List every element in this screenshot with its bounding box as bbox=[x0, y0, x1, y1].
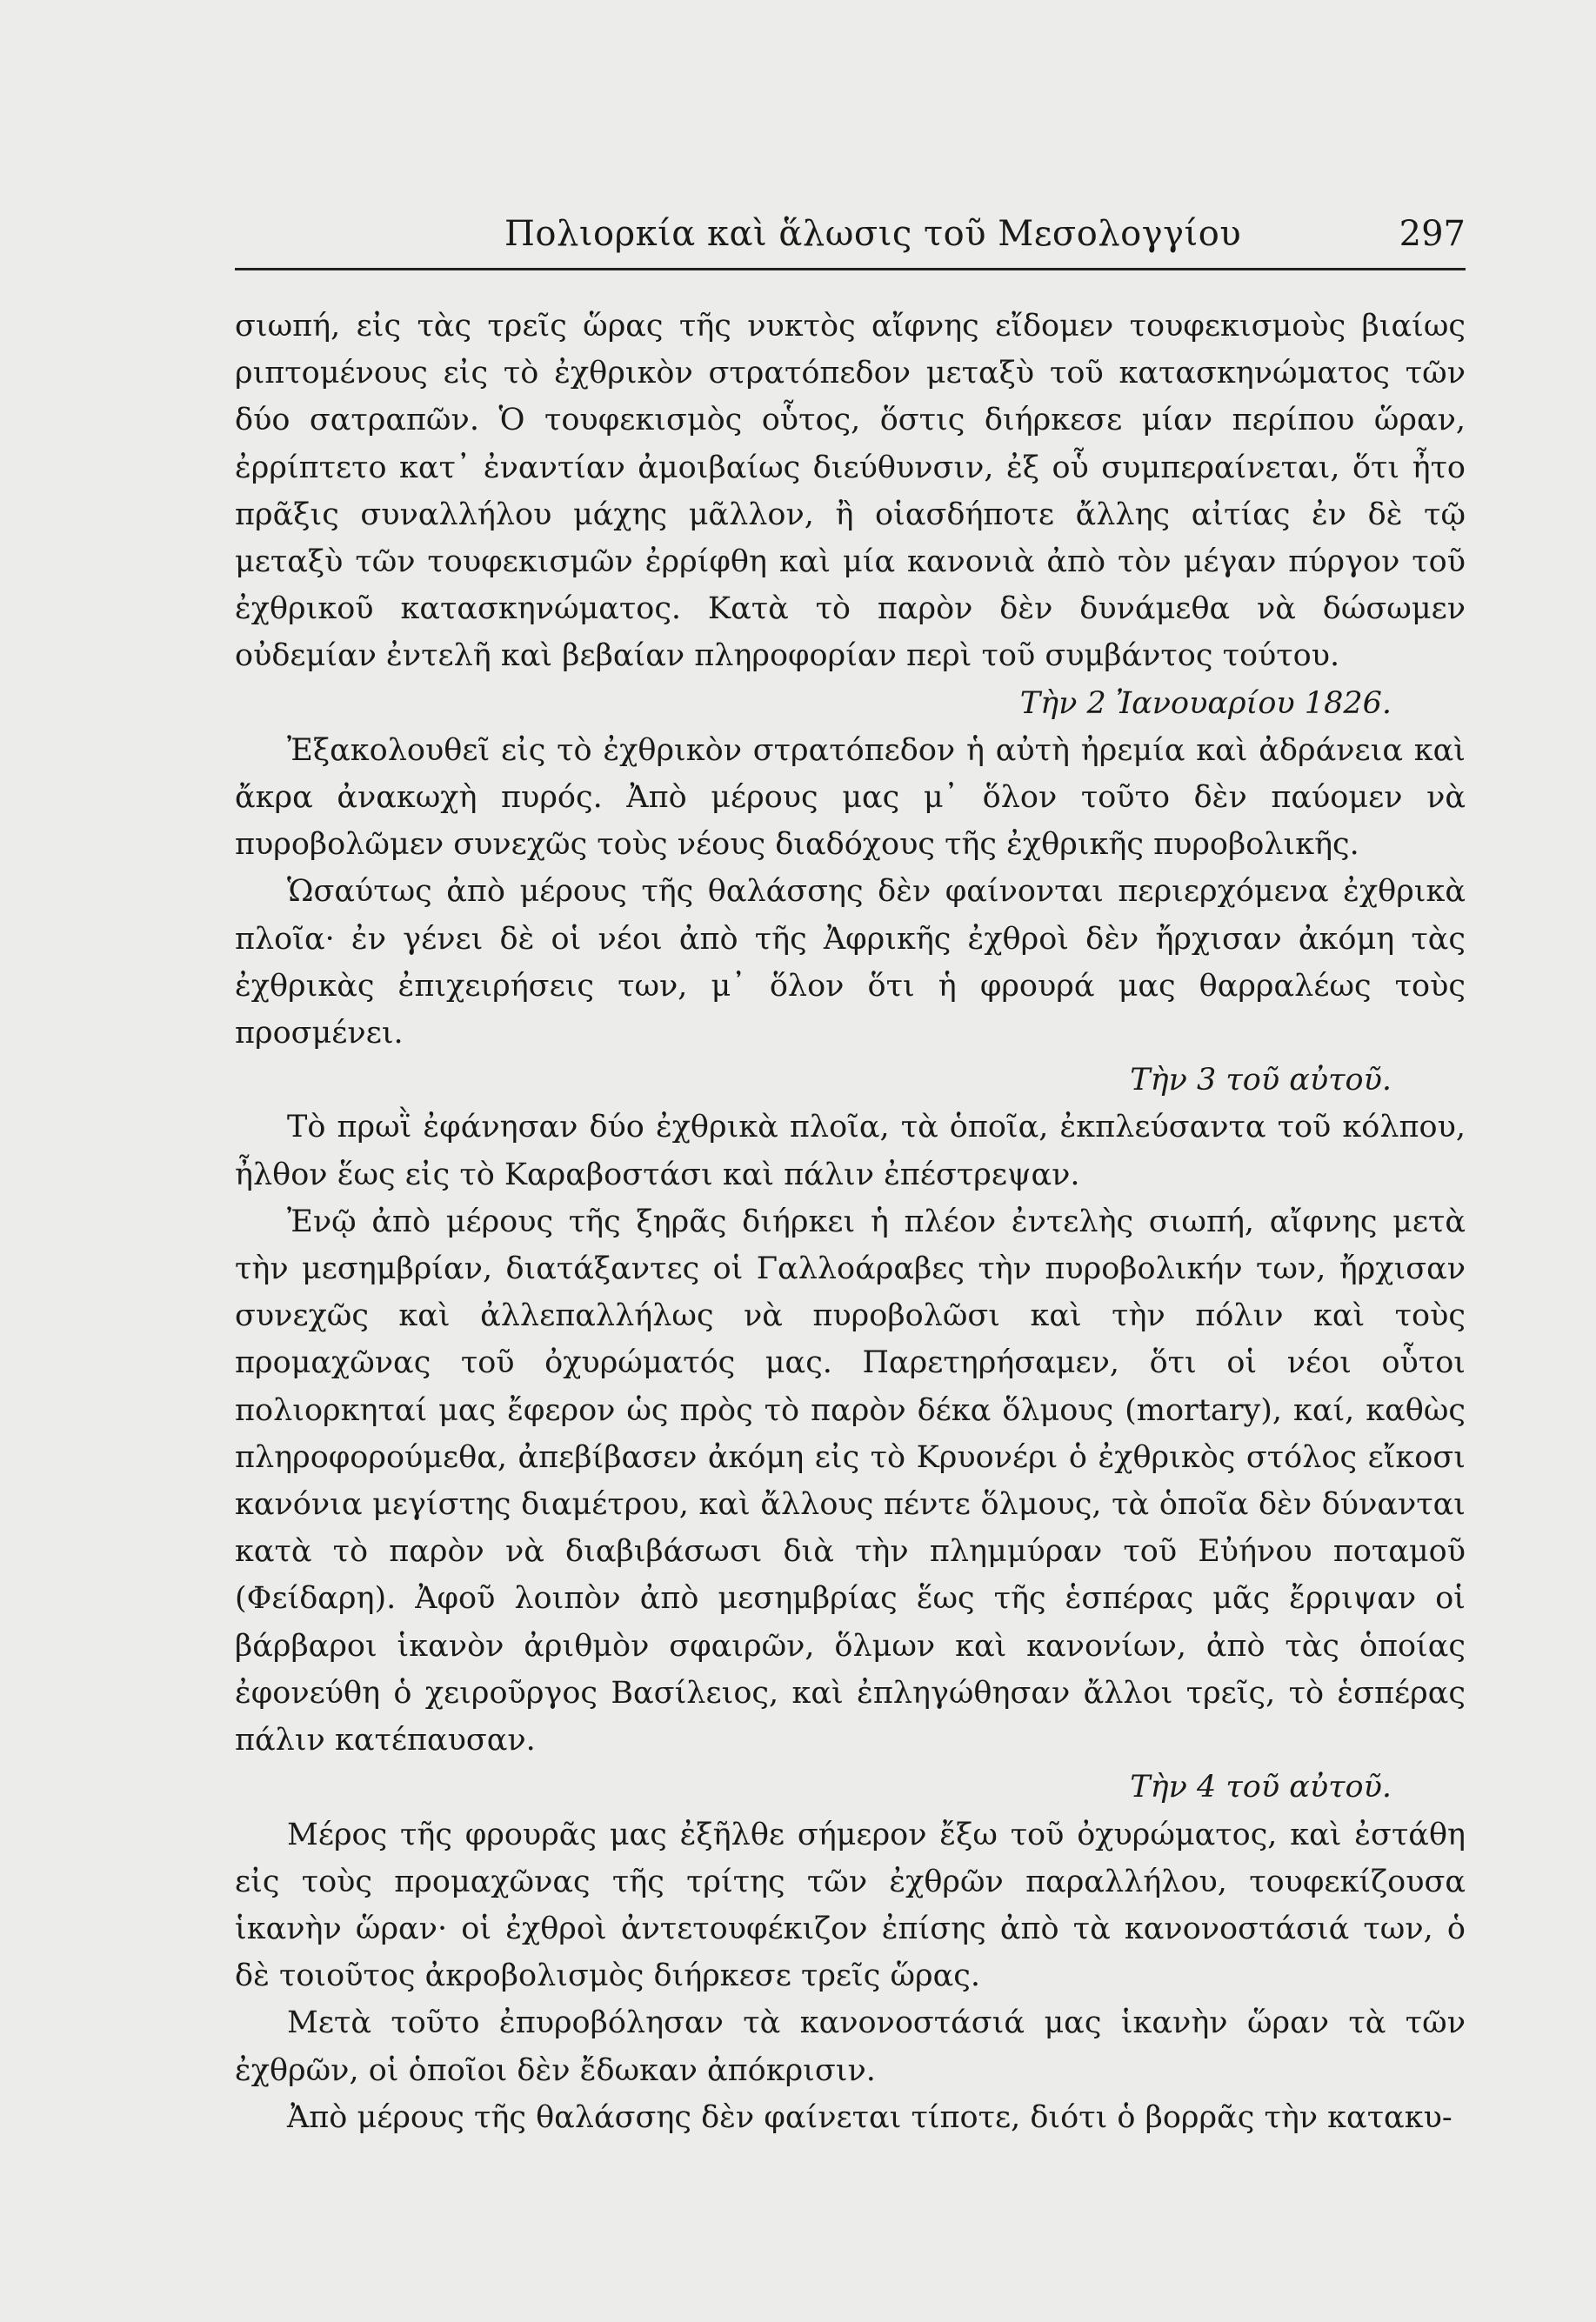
paragraph: Ἐνῷ ἀπὸ μέρους τῆς ξηρᾶς διήρκει ἡ πλέον ἐντελὴς σιωπή, αἴφνης μετὰ τὴν μεσημβρίαν, διατάξαντες οἱ Γαλλοάραβες τὴν πυροβολικήν των, ἤρχισαν συνεχῶς καὶ ἀλλεπαλλήλως νὰ πυροβολῶσι καὶ τὴν πόλιν καὶ τοὺς προμαχῶνας τοῦ ὀχυρώματός μας. Παρετηρήσαμεν, ὅτι οἱ νέοι οὗτοι πολιορκηταί μας ἔφερον ὡς πρὸς τὸ παρὸν δέκα ὅλμους (mortary), καί, καθὼς πληροφορούμεθα, ἀπεβίβασεν ἀκόμη εἰς τὸ Κρυονέρι ὁ ἐχθρικὸς στόλος εἴκοσι κανόνια μεγίστης διαμέτρου, καὶ ἄλλους πέντε ὅλμους, τὰ ὁποῖα δὲν δύνανται κατὰ τὸ παρὸν νὰ διαβιβάσωσι διὰ τὴν πλημμύραν τοῦ Εὐήνου ποταμοῦ (Φείδαρη). Ἀφοῦ λοιπὸν ἀπὸ μεσημβρίας ἕως τῆς ἑσπέρας μᾶς ἔρριψαν οἱ βάρβαροι ἱκανὸν ἀριθμὸν σφαιρῶν, ὅλμων καὶ κανονίων, ἀπὸ τὰς ὁποίας ἐφονεύθη ὁ χειροῦργος Βασίλειος, καὶ ἐπληγώθησαν ἄλλοι τρεῖς, τὸ ἑσπέρας πάλιν κατέπαυσαν. bbox=[235, 1204, 1466, 1758]
paragraph: Ὡσαύτως ἀπὸ μέρους τῆς θαλάσσης δὲν φαίνονται περιερχόμενα ἐχθρικὰ πλοῖα· ἐν γένει δὲ οἱ νέοι ἀπὸ τῆς Ἀφρικῆς ἐχθροὶ δὲν ἤρχισαν ἀκόμη τὰς ἐχθρικὰς ἐπιχειρήσεις των, μ᾿ ὅλον ὅτι ἡ φρουρά μας θαρραλέως τοὺς προσμένει. bbox=[235, 874, 1466, 1051]
date-heading-jan-3: Τὴν 3 τοῦ αὐτοῦ. bbox=[1130, 1063, 1392, 1098]
date-heading-jan-4: Τὴν 4 τοῦ αὐτοῦ. bbox=[1130, 1770, 1392, 1805]
page-header bbox=[235, 207, 1466, 268]
paragraph: Μετὰ τοῦτο ἐπυροβόλησαν τὰ κανονοστάσιά μας ἱκανὴν ὥραν τὰ τῶν ἐχθρῶν, οἱ ὁποῖοι δὲν ἔδωκαν ἀπόκρισιν. bbox=[235, 2005, 1466, 2088]
paragraph: Τὸ πρωῒ ἐφάνησαν δύο ἐχθρικὰ πλοῖα, τὰ ὁποῖα, ἐκπλεύσαντα τοῦ κόλπου, ἦλθον ἕως εἰς τὸ Καραβοστάσι καὶ πάλιν ἐπέστρεψαν. bbox=[235, 1110, 1466, 1192]
page-number: 297 bbox=[1399, 214, 1466, 254]
paragraph-continuation: σιωπή, εἰς τὰς τρεῖς ὥρας τῆς νυκτὸς αἴφνης εἴδομεν τουφεκισμοὺς βιαίως ριπτομένους εἰς τὸ ἐχθρικὸν στρατόπεδον μεταξὺ τοῦ κατασκηνώματος τῶν δύο σατραπῶν. Ὁ τουφεκισμὸς οὗτος, ὅστις διήρκεσε μίαν περίπου ὥραν, ἐρρίπτετο κατ᾿ ἐναντίαν ἀμοιβαίως διεύθυνσιν, ἐξ οὗ συμπεραίνεται, ὅτι ἦτο πρᾶξις συναλλήλου μάχης μᾶλλον, ἢ οἱασδήποτε ἄλλης αἰτίας ἐν δὲ τῷ μεταξὺ τῶν τουφεκισμῶν ἐρρίφθη καὶ μία κανονιὰ ἀπὸ τὸν μέγαν πύργον τοῦ ἐχθρικοῦ κατασκηνώματος. Κατὰ τὸ παρὸν δὲν δυνάμεθα νὰ δώσωμεν οὐδεμίαν ἐντελῆ καὶ βεβαίαν πληροφορίαν περὶ τοῦ συμβάντος τούτου. bbox=[235, 309, 1466, 674]
header-rule bbox=[235, 268, 1466, 270]
paragraph: Μέρος τῆς φρουρᾶς μας ἐξῆλθε σήμερον ἔξω τοῦ ὀχυρώματος, καὶ ἐστάθη εἰς τοὺς προμαχῶνας τῆς τρίτης τῶν ἐχθρῶν παραλλήλου, τουφεκίζουσα ἱκανὴν ὥραν· οἱ ἐχθροὶ ἀντετουφέκιζον ἐπίσης ἀπὸ τὰ κανονοστάσιά των, ὁ δὲ τοιοῦτος ἀκροβολισμὸς διήρκεσε τρεῖς ὥρας. bbox=[235, 1817, 1466, 1994]
paragraph: Ἀπὸ μέρους τῆς θαλάσσης δὲν φαίνεται τίποτε, διότι ὁ βορρᾶς τὴν κατακυ- bbox=[287, 2099, 1452, 2135]
paragraph: Ἐξακολουθεῖ εἰς τὸ ἐχθρικὸν στρατόπεδον ἡ αὐτὴ ἠρεμία καὶ ἀδράνεια καὶ ἄκρα ἀνακωχὴ πυρός. Ἀπὸ μέρους μας μ᾿ ὅλον τοῦτο δὲν παύομεν νὰ πυροβολῶμεν συνεχῶς τοὺς νέους διαδόχους τῆς ἐχθρικῆς πυροβολικῆς. bbox=[235, 732, 1466, 863]
date-heading-jan-2: Τὴν 2 Ἰανουαρίου 1826. bbox=[1019, 685, 1392, 721]
body-text bbox=[235, 303, 1466, 2141]
running-title: Πολιορκία καὶ ἅλωσις τοῦ Μεσολογγίου bbox=[504, 214, 1242, 254]
